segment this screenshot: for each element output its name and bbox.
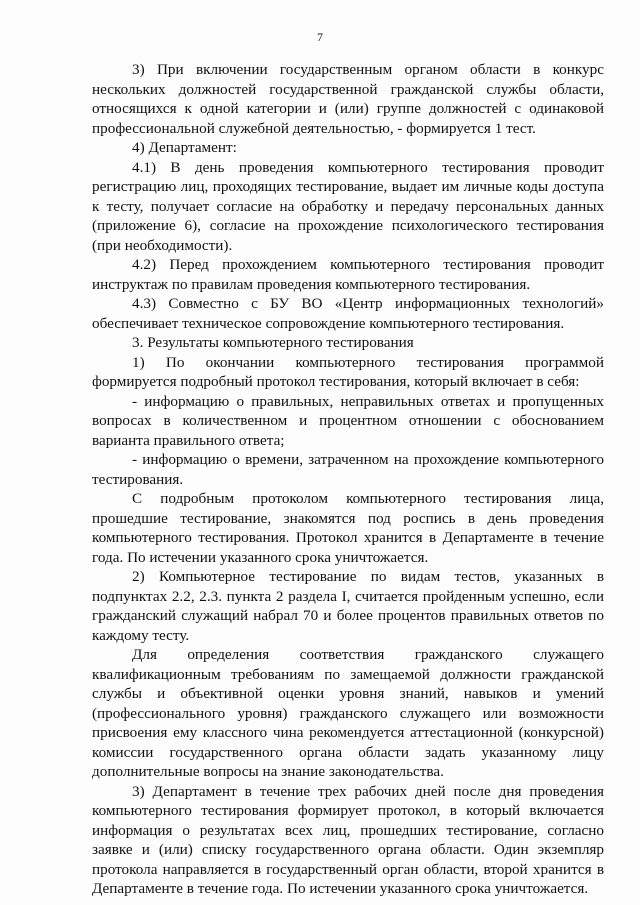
paragraph-4-1-registration: 4.1) В день проведения компьютерного тестирования проводит регистрацию лиц, проходящих тестирование, выдает им личные коды доступа к тесту, получает согласие на обработку и передачу персональных данных (приложение 6), согласие на прохождение психологического тестирования (при необходимости). — [92, 158, 604, 254]
document-body — [92, 60, 604, 899]
section-heading-results: 3. Результаты компьютерного тестирования — [132, 334, 414, 351]
page-number: 7 — [317, 30, 323, 44]
paragraph-2-passing-criteria: 2) Компьютерное тестирование по видам тестов, указанных в подпунктах 2.2, 2.3. пункта 2 раздела I, считается пройденным успешно, если гражданский служащий набрал 70 и более процентов правильных ответов по каждому тесту. — [92, 568, 604, 644]
paragraph-4-2-instruction: 4.2) Перед прохождением компьютерного тестирования проводит инструктаж по правилам проведения компьютерного тестирования. — [92, 256, 604, 293]
paragraph-4-department: 4) Департамент: — [132, 139, 237, 156]
paragraph-3-competition-test: 3) При включении государственным органом области в конкурс нескольких должностей государственной гражданской службы области, относящихся к одной категории и (или) группе должностей с одинаковой профессиональной служебной деятельностью, - формируется 1 тест. — [92, 61, 604, 137]
paragraph-qualification-questions: Для определения соответствия гражданского служащего квалификационным требованиям по замещаемой должности гражданской службы и объективной оценки уровня знаний, навыков и умений (профессионального уровня) гражданского служащего или возможности присвоения ему классного чина рекомендуется аттестационной (конкурсной) комиссии государственного органа области задать указанному лицу дополнительные вопросы на знание законодательства. — [92, 646, 604, 780]
list-item-answers-info: - информацию о правильных, неправильных ответах и пропущенных вопросах в количественном и процентном отношении с обоснованием варианта правильного ответа; — [92, 392, 604, 449]
paragraph-1-protocol: 1) По окончании компьютерного тестирования программой формируется подробный протокол тестирования, который включает в себя: — [92, 353, 604, 390]
list-item-time-info: - информацию о времени, затраченном на прохождение компьютерного тестирования. — [92, 451, 604, 488]
paragraph-4-3-technical-support: 4.3) Совместно с БУ ВО «Центр информационных технологий» обеспечивает техническое сопровождение компьютерного тестирования. — [92, 295, 604, 332]
paragraph-protocol-familiarization: С подробным протоколом компьютерного тестирования лица, прошедшие тестирование, знакомятся под роспись в день проведения компьютерного тестирования. Протокол хранится в Департаменте в течение года. По истечении указанного срока уничтожается. — [92, 490, 604, 566]
paragraph-3-department-protocol: 3) Департамент в течение трех рабочих дней после дня проведения компьютерного тестирования формирует протокол, в который включается информация о результатах всех лиц, прошедших тестирование, согласно заявке и (или) списку государственного органа области. Один экземпляр протокола направляется в государственный орган области, второй хранится в Департаменте в течение года. По истечении указанного срока уничтожается. — [92, 782, 604, 897]
